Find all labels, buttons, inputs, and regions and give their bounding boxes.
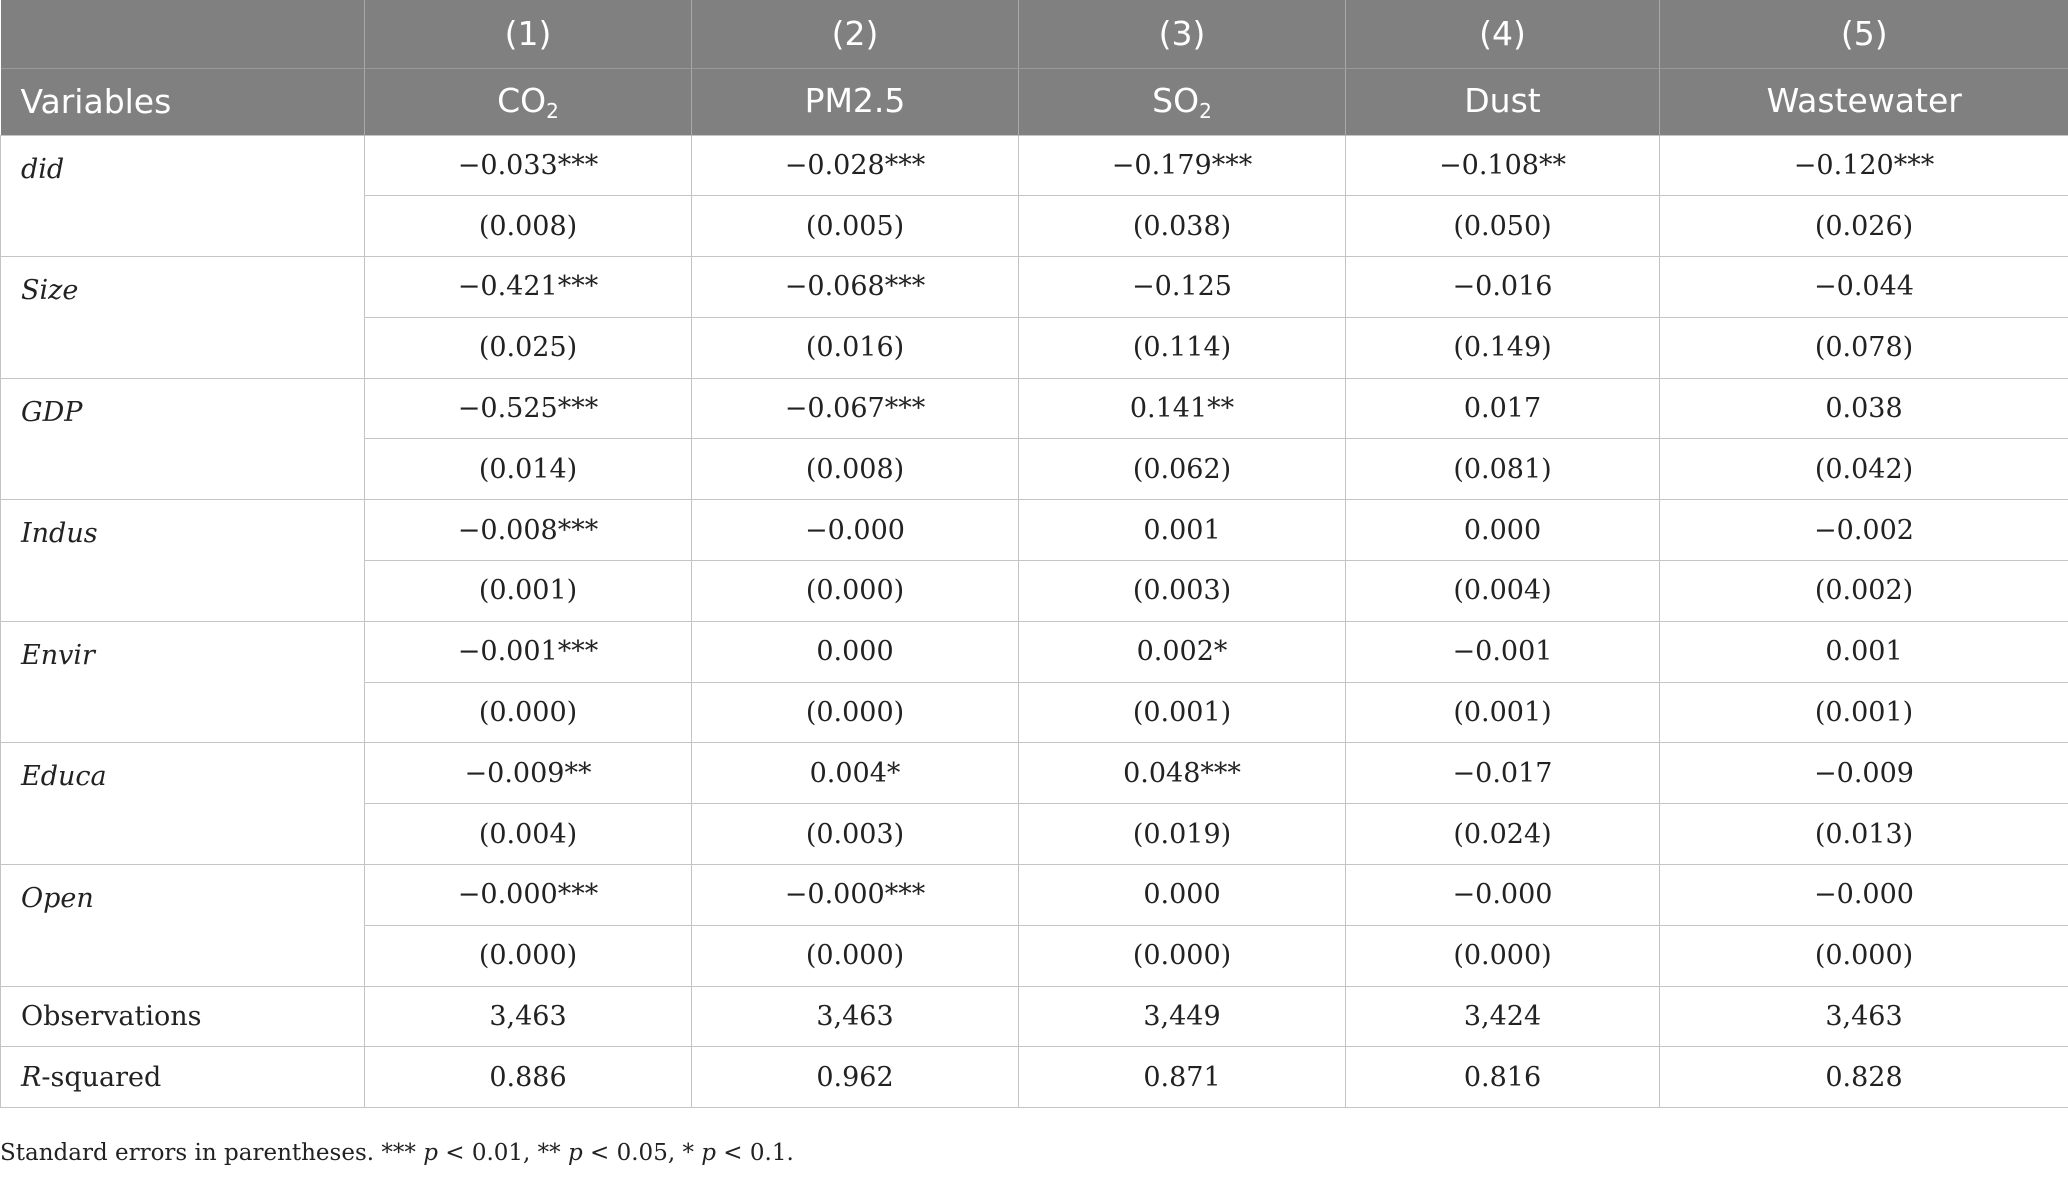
- se-cell: (0.000): [365, 925, 692, 986]
- table-footnote: Standard errors in parentheses. *** p < 0.01, ** p < 0.05, * p < 0.1.: [0, 1140, 794, 1166]
- coef-cell: 0.038: [1660, 378, 2068, 439]
- column-name-row: [1, 68, 2068, 135]
- se-cell: (0.000): [1019, 925, 1346, 986]
- coef-row: [1, 257, 2068, 318]
- coef-cell: −0.044: [1660, 257, 2068, 318]
- coef-cell: 0.000: [1019, 865, 1346, 926]
- coef-cell: 0.000: [1346, 500, 1660, 561]
- column-header-co2: $CO_2$: [365, 68, 692, 135]
- se-cell: (0.042): [1660, 439, 2068, 500]
- r-squared-cell: 0.871: [1019, 1047, 1346, 1108]
- model-number-row: [1, 0, 2068, 68]
- coef-cell: −0.120***: [1660, 135, 2068, 196]
- coef-cell: −0.067***: [692, 378, 1019, 439]
- se-cell: (0.149): [1346, 317, 1660, 378]
- table-header: [1, 0, 2068, 135]
- r-squared-cell: 0.886: [365, 1047, 692, 1108]
- coef-cell: −0.001: [1346, 621, 1660, 682]
- se-cell: (0.050): [1346, 196, 1660, 257]
- observations-cell: 3,424: [1346, 986, 1660, 1047]
- coef-cell: 0.048***: [1019, 743, 1346, 804]
- coef-row: [1, 743, 2068, 804]
- se-cell: (0.078): [1660, 317, 2068, 378]
- se-cell: (0.026): [1660, 196, 2068, 257]
- se-cell: (0.038): [1019, 196, 1346, 257]
- variable-name: Open: [1, 865, 365, 987]
- model-number: (5): [1660, 0, 2068, 68]
- coef-cell: −0.525***: [365, 378, 692, 439]
- se-cell: (0.008): [365, 196, 692, 257]
- se-cell: (0.000): [365, 682, 692, 743]
- se-cell: (0.003): [1019, 561, 1346, 622]
- coef-cell: −0.009**: [365, 743, 692, 804]
- se-cell: (0.000): [1346, 925, 1660, 986]
- coef-cell: 0.002*: [1019, 621, 1346, 682]
- se-cell: (0.013): [1660, 804, 2068, 865]
- column-header-dust: Dust: [1346, 68, 1660, 135]
- column-header-pm25: PM2.5: [692, 68, 1019, 135]
- r-squared-cell: 0.816: [1346, 1047, 1660, 1108]
- coef-cell: −0.421***: [365, 257, 692, 318]
- coef-cell: −0.001***: [365, 621, 692, 682]
- coef-cell: −0.179***: [1019, 135, 1346, 196]
- r-squared-cell: 0.828: [1660, 1047, 2068, 1108]
- model-number: (3): [1019, 0, 1346, 68]
- coef-cell: 0.000: [692, 621, 1019, 682]
- coef-cell: 0.001: [1019, 500, 1346, 561]
- table-body: [1, 135, 2068, 1108]
- model-number: (2): [692, 0, 1019, 68]
- observations-cell: 3,463: [692, 986, 1019, 1047]
- coef-cell: −0.000***: [365, 865, 692, 926]
- se-cell: (0.004): [1346, 561, 1660, 622]
- se-cell: (0.001): [365, 561, 692, 622]
- coef-cell: 0.141**: [1019, 378, 1346, 439]
- r-squared-row: [1, 1047, 2068, 1108]
- coef-cell: −0.009: [1660, 743, 2068, 804]
- se-cell: (0.014): [365, 439, 692, 500]
- coef-cell: −0.068***: [692, 257, 1019, 318]
- coef-cell: −0.017: [1346, 743, 1660, 804]
- observations-cell: 3,449: [1019, 986, 1346, 1047]
- se-cell: (0.024): [1346, 804, 1660, 865]
- coef-cell: −0.002: [1660, 500, 2068, 561]
- se-cell: (0.004): [365, 804, 692, 865]
- coef-row: [1, 500, 2068, 561]
- se-cell: (0.081): [1346, 439, 1660, 500]
- coef-cell: −0.125: [1019, 257, 1346, 318]
- observations-cell: 3,463: [1660, 986, 2068, 1047]
- model-number: (1): [365, 0, 692, 68]
- se-cell: (0.005): [692, 196, 1019, 257]
- coef-cell: 0.004*: [692, 743, 1019, 804]
- observations-cell: 3,463: [365, 986, 692, 1047]
- se-cell: (0.001): [1346, 682, 1660, 743]
- coef-cell: −0.016: [1346, 257, 1660, 318]
- coef-cell: 0.001: [1660, 621, 2068, 682]
- se-cell: (0.003): [692, 804, 1019, 865]
- se-cell: (0.016): [692, 317, 1019, 378]
- se-cell: (0.002): [1660, 561, 2068, 622]
- variable-name: Size: [1, 257, 365, 379]
- r-squared-label: R-squared: [1, 1047, 365, 1108]
- variable-name: did: [1, 135, 365, 257]
- coef-cell: 0.017: [1346, 378, 1660, 439]
- r-squared-cell: 0.962: [692, 1047, 1019, 1108]
- coef-cell: −0.028***: [692, 135, 1019, 196]
- coef-cell: −0.000: [1346, 865, 1660, 926]
- se-cell: (0.000): [692, 925, 1019, 986]
- se-cell: (0.000): [1660, 925, 2068, 986]
- se-cell: (0.001): [1019, 682, 1346, 743]
- se-cell: (0.000): [692, 682, 1019, 743]
- variable-name: GDP: [1, 378, 365, 500]
- coef-row: [1, 865, 2068, 926]
- observations-label: Observations: [1, 986, 365, 1047]
- variable-name: Indus: [1, 500, 365, 622]
- column-header-so2: $SO_2$: [1019, 68, 1346, 135]
- variables-header: Variables: [1, 68, 365, 135]
- coef-cell: −0.000: [692, 500, 1019, 561]
- coef-cell: −0.008***: [365, 500, 692, 561]
- model-number: (4): [1346, 0, 1660, 68]
- coef-row: [1, 621, 2068, 682]
- column-header-wastewater: Wastewater: [1660, 68, 2068, 135]
- coef-cell: −0.033***: [365, 135, 692, 196]
- se-cell: (0.008): [692, 439, 1019, 500]
- variable-name: Envir: [1, 621, 365, 743]
- variable-name: Educa: [1, 743, 365, 865]
- coef-row: [1, 378, 2068, 439]
- se-cell: (0.062): [1019, 439, 1346, 500]
- coef-cell: −0.108**: [1346, 135, 1660, 196]
- se-cell: (0.001): [1660, 682, 2068, 743]
- observations-row: [1, 986, 2068, 1047]
- se-cell: (0.019): [1019, 804, 1346, 865]
- corner-cell: [1, 0, 365, 68]
- se-cell: (0.000): [692, 561, 1019, 622]
- coef-cell: −0.000: [1660, 865, 2068, 926]
- se-cell: (0.025): [365, 317, 692, 378]
- coef-cell: −0.000***: [692, 865, 1019, 926]
- se-cell: (0.114): [1019, 317, 1346, 378]
- coef-row: [1, 135, 2068, 196]
